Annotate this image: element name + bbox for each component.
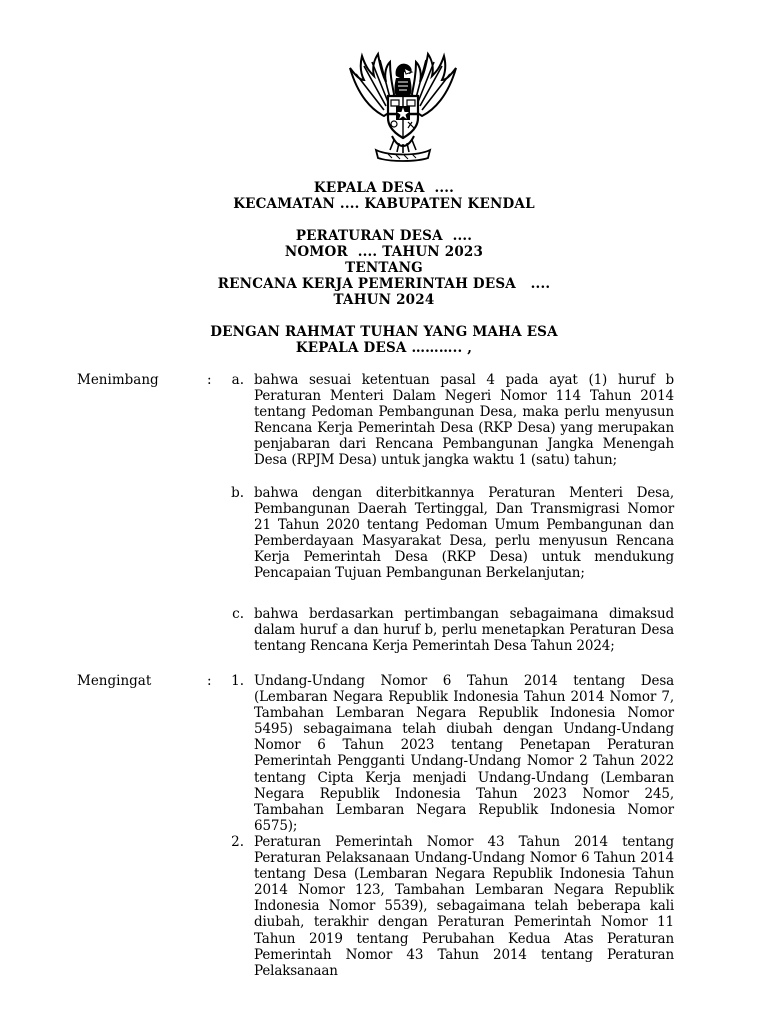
item-marker: a. (231, 372, 244, 388)
header-line-kepala-desa-signatory: KEPALA DESA ……….. , (295, 340, 473, 356)
item-text: bahwa berdasarkan pertimbangan sebagaimana dimaksud dalam huruf a dan huruf b, perlu menetapkan Peraturan Desa tentang Rencana Kerja Pemerintah Desa Tahun 2024; (254, 606, 674, 655)
item-marker: 1. (231, 673, 244, 689)
item-marker: b. (231, 485, 244, 501)
menimbang-colon: : (207, 372, 212, 388)
item-marker: 2. (231, 834, 244, 850)
mengingat-label: Mengingat (77, 673, 152, 689)
item-text: bahwa dengan diterbitkannya Peraturan Menteri Desa, Pembangunan Daerah Tertinggal, Dan Transmigrasi Nomor 21 Tahun 2020 tentang Pedoman Umum Pembangunan dan Pemberdayaan Masyarakat Desa, perlu menyusun Rencana Kerja Pemerintah Desa (RKP Desa) untuk mendukung Pencapaian Tujuan Pembangunan Berkelanjutan; (254, 485, 674, 582)
header-line-kepala-desa: KEPALA DESA .... (313, 180, 455, 196)
item-text: bahwa sesuai ketentuan pasal 4 pada ayat (1) huruf b Peraturan Menteri Dalam Negeri Nomor 114 Tahun 2014 tentang Pedoman Pembangunan Desa, maka perlu menyusun Rencana Kerja Pemerintah Desa (RKP Desa) yang merupakan penjabaran dari Rencana Pembangunan Jangka Menengah Desa (RPJM Desa) untuk jangka waktu 1 (satu) tahun; (254, 372, 674, 469)
mengingat-colon: : (207, 673, 212, 689)
garuda-emblem (344, 46, 462, 164)
item-marker: c. (232, 606, 244, 622)
header-line-rahmat: DENGAN RAHMAT TUHAN YANG MAHA ESA (210, 324, 558, 340)
menimbang-label: Menimbang (77, 372, 159, 388)
item-text: Undang-Undang Nomor 6 Tahun 2014 tentang Desa (Lembaran Negara Republik Indonesia Tahun 2014 Nomor 7, Tambahan Lembaran Negara Republik Indonesia Nomor 5495) sebagaimana telah diubah dengan Undang-Undang Nomor 6 Tahun 2023 tentang Penetapan Peraturan Pemerintah Pengganti Undang-Undang Nomor 2 Tahun 2022 tentang Cipta Kerja menjadi Undang-Undang (Lembaran Negara Republik Indonesia Tahun 2023 Nomor 245, Tambahan Lembaran Negara Republik Indonesia Nomor 6575); (254, 673, 674, 834)
header-line-judul: RENCANA KERJA PEMERINTAH DESA .... (217, 276, 551, 292)
header-line-tentang: TENTANG (345, 260, 423, 276)
item-text: Peraturan Pemerintah Nomor 43 Tahun 2014 tentang Peraturan Pelaksanaan Undang-Undang Nomor 6 Tahun 2014 tentang Desa (Lembaran Negara Republik Indonesia Tahun 2014 Nomor 123, Tambahan Lembaran Negara Republik Indonesia Nomor 5539), sebagaimana telah beberapa kali diubah, terakhir dengan Peraturan Pemerintah Nomor 11 Tahun 2019 tentang Perubahan Kedua Atas Peraturan Pemerintah Nomor 43 Tahun 2014 tentang Peraturan Pelaksanaan (254, 834, 674, 979)
header-line-nomor: NOMOR .... TAHUN 2023 (284, 244, 484, 260)
header-line-kecamatan: KECAMATAN .... KABUPATEN KENDAL (233, 196, 535, 212)
header-line-tahun: TAHUN 2024 (333, 292, 435, 308)
header-line-peraturan-desa: PERATURAN DESA .... (295, 228, 473, 244)
